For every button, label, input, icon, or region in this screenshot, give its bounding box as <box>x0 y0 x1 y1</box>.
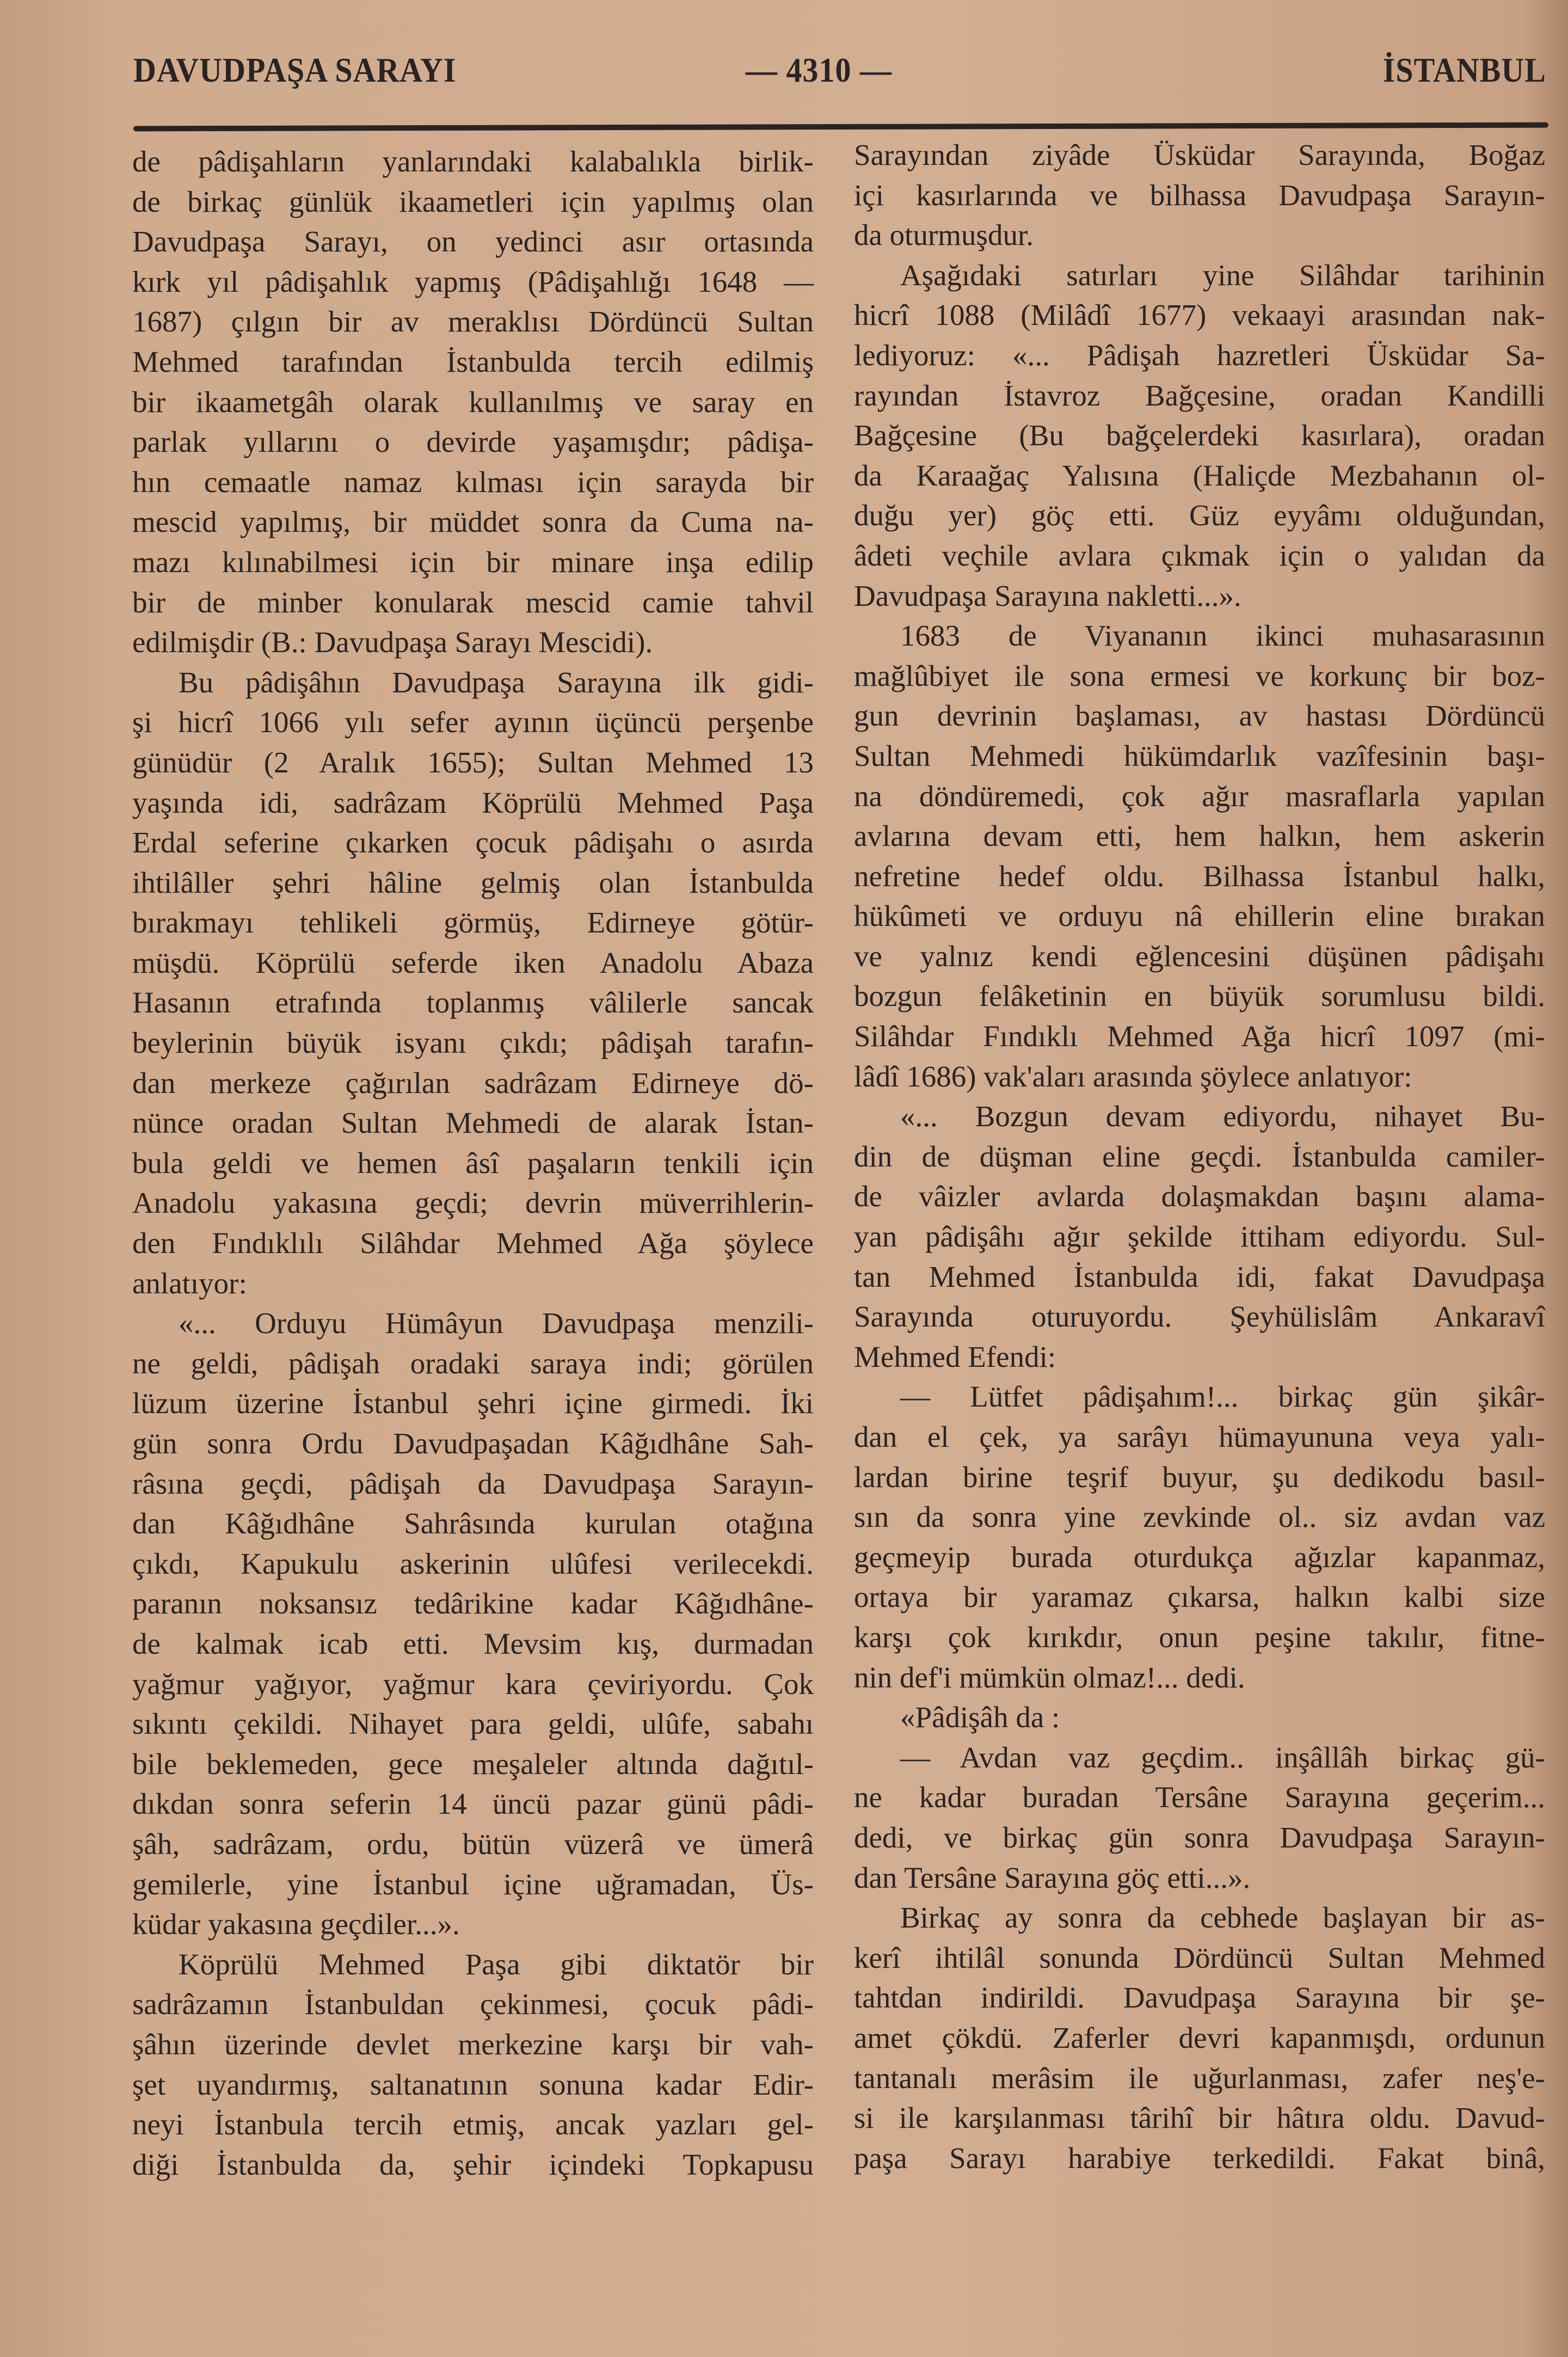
text-line: Aşağıdaki satırları yine Silâhdar tarihinin <box>900 258 1545 292</box>
text-line: de birkaç günlük ikaametleri için yapılmış olan <box>132 185 814 218</box>
text-line: duğu yer) göç etti. Güz eyyâmı olduğundan, <box>854 499 1545 532</box>
text-line: diği İstanbulda da, şehir içindeki Topkapusu <box>132 2147 814 2181</box>
text-line: Sarayından ziyâde Üsküdar Sarayında, Boğaz <box>854 138 1545 171</box>
text-line: mescid yapılmış, bir müddet sonra da Cuma na- <box>132 505 814 539</box>
text-line: lardan birine teşrif buyur, şu dedikodu basıl- <box>854 1460 1545 1494</box>
text-line: gemilerle, yine İstanbul içine uğramadan, Üs- <box>132 1867 814 1901</box>
text-line: paranın noksansız tedârikine kadar Kâğıdhâne- <box>132 1587 814 1621</box>
text-line: şi hicrî 1066 yılı sefer ayının üçüncü perşenbe <box>132 705 814 739</box>
text-line: âdeti veçhile avlara çıkmak için o yalıdan da <box>854 538 1545 572</box>
text-line: yaşında idi, sadrâzam Köprülü Mehmed Paşa <box>132 785 814 819</box>
text-line: — Lütfet pâdişahım!... birkaç gün şikâr- <box>900 1380 1545 1414</box>
text-line: bir de minber konularak mescid camie tahvil <box>132 585 814 619</box>
text-line: den Fındıklılı Silâhdar Mehmed Ağa şöylece <box>132 1226 814 1260</box>
text-line: dan merkeze çağırılan sadrâzam Edirneye dö- <box>132 1066 814 1100</box>
text-line: günüdür (2 Aralık 1655); Sultan Mehmed 13 <box>132 745 814 779</box>
text-line: Sultan Mehmedi hükümdarlık vazîfesinin başı- <box>854 739 1545 772</box>
text-line: lüzum üzerine İstanbul şehri içine girmedi. İki <box>132 1386 814 1420</box>
text-line: parlak yıllarını o devirde yaşamışdır; pâdişa- <box>132 425 814 459</box>
text-line: Birkaç ay sonra da cebhede başlayan bir as- <box>900 1901 1545 1935</box>
text-line: da Karaağaç Yalısına (Haliçde Mezbahanın ol- <box>854 458 1545 492</box>
text-line: küdar yakasına geçdiler...». <box>132 1907 460 1941</box>
text-line: müşdü. Köprülü seferde iken Anadolu Abaza <box>132 946 814 979</box>
text-line: Hasanın etrafında toplanmış vâlilerle sancak <box>132 986 814 1020</box>
text-line: râsına geçdi, pâdişah da Davudpaşa Sarayın- <box>132 1466 814 1500</box>
text-line: ortaya bir yaramaz çıkarsa, halkın kalbi size <box>854 1580 1545 1614</box>
text-line: karşı çok kırıkdır, onun peşine takılır, fitne- <box>854 1620 1545 1654</box>
text-line: «... Orduyu Hümâyun Davudpaşa menzili- <box>179 1306 814 1340</box>
text-line: bir ikaametgâh olarak kullanılmış ve saray en <box>132 385 814 419</box>
text-line: şâhın üzerinde devlet merkezine karşı bir vah- <box>132 2027 814 2061</box>
text-line: yan pâdişâhı ağır şekilde ittiham ediyordu. Sul- <box>854 1220 1545 1254</box>
text-line: içi kasırlarında ve bilhassa Davudpaşa Sarayın- <box>854 178 1545 212</box>
text-line: yağmur yağıyor, yağmur kara çeviriyordu. Çok <box>132 1667 814 1701</box>
text-line: lâdî 1686) vak'aları arasında şöylece anlatıyor: <box>854 1059 1412 1093</box>
right-text-column <box>854 135 1545 2178</box>
text-line: bile beklemeden, gece meşaleler altında dağıtıl- <box>132 1747 814 1781</box>
text-line: Anadolu yakasına geçdi; devrin müverrihlerin- <box>132 1186 814 1220</box>
text-line: amet çökdü. Zaferler devri kapanmışdı, ordunun <box>854 2021 1545 2054</box>
text-line: 1687) çılgın bir av meraklısı Dördüncü Sultan <box>132 305 814 339</box>
text-line: paşa Sarayı harabiye terkedildi. Fakat binâ, <box>854 2141 1545 2175</box>
text-line: ne kadar buradan Tersâne Sarayına geçerim... <box>854 1781 1545 1814</box>
text-line: şet uyandırmış, saltanatının sonuna kadar Edir- <box>132 2067 814 2101</box>
text-line: sıkıntı çekildi. Nihayet para geldi, ulûfe, sabahı <box>132 1707 814 1741</box>
text-line: neyi İstanbula tercih etmiş, ancak yazları gel- <box>132 2108 814 2141</box>
text-line: na döndüremedi, çok ağır masraflarla yapılan <box>854 779 1545 813</box>
text-line: tantanalı merâsim ile uğurlanması, zafer neş'e- <box>854 2061 1545 2095</box>
text-line: avlarına devam etti, hem halkın, hem askerin <box>854 819 1545 853</box>
text-line: de pâdişahların yanlarındaki kalabalıkla birlik- <box>132 145 814 178</box>
text-line: de vâizler avlarda dolaşmakdan başını alama- <box>854 1180 1545 1213</box>
text-line: mazı kılınabilmesi için bir minare inşa edilip <box>132 545 814 579</box>
text-line: ve yalnız kendi eğlencesini düşünen pâdişahı <box>854 939 1545 973</box>
text-line: bula geldi ve hemen âsî paşaların tenkili için <box>132 1146 814 1180</box>
text-line: gun devrinin başlaması, av hastası Dördüncü <box>854 699 1545 733</box>
text-line: sadrâzamın İstanbuldan çekinmesi, çocuk pâdi- <box>132 1987 814 2021</box>
text-line: bırakmayı tehlikeli görmüş, Edirneye götür- <box>132 906 814 940</box>
text-line: edilmişdir (B.: Davudpaşa Sarayı Mescidi). <box>132 625 653 659</box>
text-line: gün sonra Ordu Davudpaşadan Kâğıdhâne Sah- <box>132 1427 814 1460</box>
text-line: Bağçesine (Bu bağçelerdeki kasırlara), oradan <box>854 419 1545 452</box>
page-number: — 4310 — <box>746 50 892 90</box>
text-line: anlatıyor: <box>132 1266 247 1300</box>
text-line: Davudpaşa Sarayına nakletti...». <box>854 579 1241 612</box>
left-text-column <box>132 142 814 2184</box>
text-line: Erdal seferine çıkarken çocuk pâdişahı o asırda <box>132 826 814 860</box>
text-line: de kalmak icab etti. Mevsim kış, durmadan <box>132 1626 814 1660</box>
text-line: lediyoruz: «... Pâdişah hazretleri Üsküdar Sa- <box>854 338 1545 372</box>
text-line: ne geldi, pâdişah oradaki saraya indi; görülen <box>132 1346 814 1380</box>
text-line: dan Tersâne Sarayına göç etti...». <box>854 1861 1251 1894</box>
text-line: rayından İstavroz Bağçesine, oradan Kandilli <box>854 378 1545 412</box>
text-line: geçmeyip burada oturdukça ağızlar kapanmaz, <box>854 1540 1545 1574</box>
running-header-title: DAVUDPAŞA SARAYI <box>133 50 457 90</box>
text-line: Davudpaşa Sarayı, on yedinci asır ortasında <box>132 225 814 259</box>
text-line: Mehmed Efendi: <box>854 1340 1056 1373</box>
text-line: «Pâdişâh da : <box>900 1701 1060 1734</box>
text-line: 1683 de Viyananın ikinci muhasarasının <box>900 619 1545 653</box>
text-line: sın da sonra yine zevkinde ol.. siz avdan vaz <box>854 1500 1545 1534</box>
text-line: hın cemaatle namaz kılması için sarayda bir <box>132 465 814 499</box>
text-line: mağlûbiyet ile sona ermesi ve korkunç bir boz- <box>854 659 1545 692</box>
text-line: bozgun felâketinin en büyük sorumlusu bildi. <box>854 979 1545 1013</box>
text-line: şâh, sadrâzam, ordu, bütün vüzerâ ve ümerâ <box>132 1827 814 1861</box>
text-line: tan Mehmed İstanbulda idi, fakat Davudpaşa <box>854 1260 1545 1293</box>
text-line: da oturmuşdur. <box>854 218 1034 252</box>
text-line: Mehmed tarafından İstanbulda tercih edilmiş <box>132 345 814 378</box>
text-line: ihtilâller şehri hâline gelmiş olan İstanbulda <box>132 866 814 899</box>
running-header-section: İSTANBUL <box>1382 50 1546 90</box>
text-line: kırk yıl pâdişahlık yapmış (Pâdişahlığı 1648 — <box>132 265 814 298</box>
text-line: çıkdı, Kapukulu askerinin ulûfesi verilecekdi. <box>132 1546 814 1580</box>
text-line: dıkdan sonra seferin 14 üncü pazar günü pâdi- <box>132 1787 814 1821</box>
text-line: Silâhdar Fındıklı Mehmed Ağa hicrî 1097 (mi- <box>854 1020 1545 1053</box>
text-line: si ile karşılanması târihî bir hâtıra oldu. Davud- <box>854 2101 1545 2135</box>
text-line: dan el çek, ya sarâyı hümayununa veya yalı- <box>854 1420 1545 1453</box>
text-line: nünce oradan Sultan Mehmedi de alarak İstan- <box>132 1106 814 1140</box>
text-line: hükûmeti ve orduyu nâ ehillerin eline bırakan <box>854 899 1545 933</box>
text-line: Sarayında oturuyordu. Şeyhülislâm Ankaravî <box>854 1300 1545 1334</box>
text-line: kerî ihtilâl sonunda Dördüncü Sultan Mehmed <box>854 1941 1545 1974</box>
text-line: hicrî 1088 (Milâdî 1677) vekaayi arasından nak- <box>854 298 1545 332</box>
text-line: dedi, ve birkaç gün sonra Davudpaşa Sarayın- <box>854 1820 1545 1854</box>
text-line: tahtdan indirildi. Davudpaşa Sarayına bir şe- <box>854 1981 1545 2015</box>
text-line: beylerinin büyük isyanı çıkdı; pâdişah tarafın- <box>132 1026 814 1060</box>
text-line: Bu pâdişâhın Davudpaşa Sarayına ilk gidi- <box>179 665 814 699</box>
text-line: din de düşman eline geçdi. İstanbulda camiler- <box>854 1139 1545 1173</box>
text-line: — Avdan vaz geçdim.. inşâllâh birkaç gü- <box>900 1740 1545 1774</box>
text-line: nefretine hedef oldu. Bilhassa İstanbul halkı, <box>854 859 1545 893</box>
text-line: nin def'i mümkün olmaz!... dedi. <box>854 1660 1245 1694</box>
text-line: «... Bozgun devam ediyordu, nihayet Bu- <box>900 1100 1545 1133</box>
text-line: dan Kâğıdhâne Sahrâsında kurulan otağına <box>132 1507 814 1540</box>
text-line: Köprülü Mehmed Paşa gibi diktatör bir <box>179 1947 814 1981</box>
